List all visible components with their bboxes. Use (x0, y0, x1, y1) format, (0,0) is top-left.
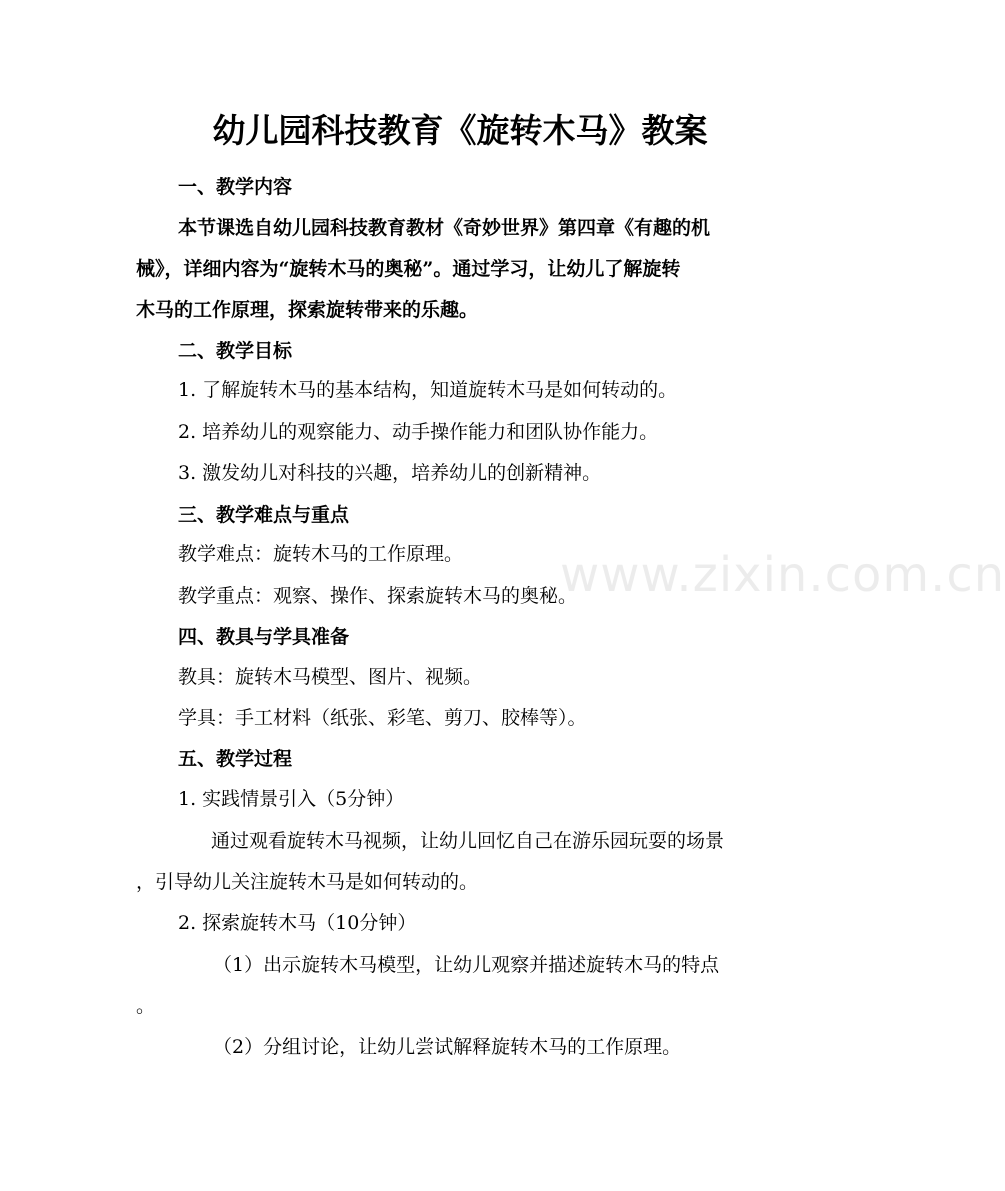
list-item: 2. 培养幼儿的观察能力、动手操作能力和团队协作能力。 (178, 421, 659, 443)
difficulty-text: 教学难点：旋转木马的工作原理。 (178, 543, 464, 565)
section-heading-materials: 四、教具与学具准备 (178, 626, 350, 648)
section-heading-process: 五、教学过程 (178, 748, 293, 770)
paragraph-line: 械》，详细内容为“旋转木马的奥秘”。通过学习，让幼儿了解旋转 (136, 258, 681, 280)
paragraph-line: （1）出示旋转木马模型，让幼儿观察并描述旋转木马的特点 (213, 954, 720, 976)
watermark: www.zixin.com.cn (560, 547, 1005, 603)
list-item: 3. 激发幼儿对科技的兴趣，培养幼儿的创新精神。 (178, 462, 602, 484)
learning-aids-text: 学具：手工材料（纸张、彩笔、剪刀、胶棒等）。 (178, 707, 587, 729)
step-title: 2. 探索旋转木马（10分钟） (178, 912, 417, 934)
paragraph-line: 通过观看旋转木马视频，让幼儿回忆自己在游乐园玩耍的场景 (211, 830, 725, 852)
teaching-aids-text: 教具：旋转木马模型、图片、视频。 (178, 666, 483, 688)
section-heading-content: 一、教学内容 (178, 176, 293, 198)
paragraph-line: （2）分组讨论，让幼儿尝试解释旋转木马的工作原理。 (213, 1036, 682, 1058)
section-heading-key-points: 三、教学难点与重点 (178, 504, 350, 526)
paragraph-line: 。 (136, 995, 156, 1017)
paragraph-line: 本节课选自幼儿园科技教育教材《奇妙世界》第四章《有趣的机 (178, 217, 711, 239)
paragraph-line: 木马的工作原理，探索旋转带来的乐趣。 (136, 299, 479, 321)
step-title: 1. 实践情景引入（5分钟） (178, 788, 405, 810)
page-title: 幼儿园科技教育《旋转木马》教案 (212, 111, 708, 150)
list-item: 1. 了解旋转木马的基本结构，知道旋转木马是如何转动的。 (178, 379, 678, 401)
paragraph-line: ，引导幼儿关注旋转木马是如何转动的。 (136, 871, 479, 893)
section-heading-objectives: 二、教学目标 (178, 340, 293, 362)
focus-text: 教学重点：观察、操作、探索旋转木马的奥秘。 (178, 585, 578, 607)
